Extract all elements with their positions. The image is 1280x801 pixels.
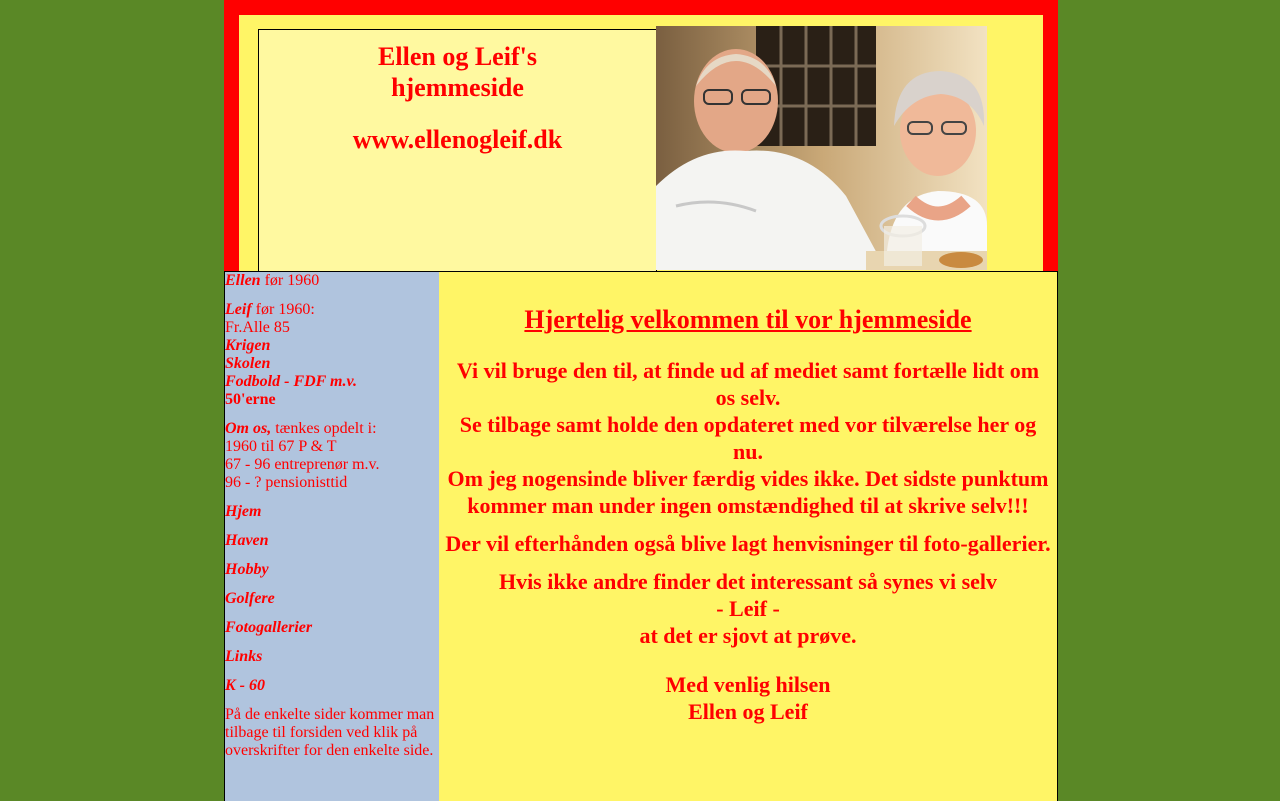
intro-line-3: Om jeg nogensinde bliver færdig vides ikke. Det sidste punktum kommer man under ingen omstændighed til at skrive selv!!! bbox=[447, 466, 1049, 518]
sidebar-nav-links bbox=[225, 648, 440, 666]
sidebar-item-hjem[interactable]: Hjem bbox=[225, 503, 262, 520]
gallery-paragraph: Der vil efterhånden også blive lagt henvisninger til foto-gallerier. bbox=[445, 531, 1051, 556]
sidebar-nav-fotogallerier bbox=[225, 619, 440, 637]
couple-photo-image bbox=[656, 26, 987, 270]
sidebar-nav-haven bbox=[225, 532, 440, 550]
sidebar-item-leif[interactable]: Leif bbox=[225, 301, 252, 318]
header bbox=[224, 0, 1058, 271]
title-box bbox=[258, 29, 657, 272]
sidebar-leif-section bbox=[225, 301, 440, 409]
sidebar-address: Fr.Alle 85 bbox=[225, 319, 290, 336]
intro-paragraph bbox=[445, 357, 1051, 519]
sidebar-period-1: 1960 til 67 P & T bbox=[225, 438, 337, 455]
sidebar-item-k60[interactable]: K - 60 bbox=[225, 677, 265, 694]
sidebar-footer-note: På de enkelte sider kommer man tilbage til forsiden ved klik på overskrifter for den enkelte side. bbox=[225, 706, 435, 759]
main-content bbox=[439, 271, 1058, 801]
site-title-line2: hjemmeside bbox=[391, 73, 524, 102]
sidebar-item-haven[interactable]: Haven bbox=[225, 532, 269, 549]
sidebar-item-golfere[interactable]: Golfere bbox=[225, 590, 275, 607]
sidebar bbox=[224, 271, 441, 801]
closing-line-2: Ellen og Leif bbox=[688, 699, 808, 724]
welcome-heading: Hjertelig velkommen til vor hjemmeside bbox=[524, 305, 972, 334]
sidebar-item-skolen[interactable]: Skolen bbox=[225, 355, 271, 372]
page bbox=[224, 0, 1058, 800]
sidebar-item-fodbold[interactable]: Fodbold - FDF m.v. bbox=[225, 373, 358, 390]
sidebar-nav-hjem bbox=[225, 503, 440, 521]
sidebar-period-2: 67 - 96 entreprenør m.v. bbox=[225, 456, 380, 473]
sidebar-om-os-suffix: tænkes opdelt i: bbox=[271, 420, 377, 437]
sidebar-item-ellen[interactable]: Ellen bbox=[225, 272, 261, 289]
site-title bbox=[259, 41, 656, 103]
sidebar-om-os-section bbox=[225, 420, 440, 492]
intro-line-2: Se tilbage samt holde den opdateret med vor tilværelse her og nu. bbox=[459, 412, 1037, 464]
closing bbox=[445, 671, 1051, 725]
site-url: www.ellenogleif.dk bbox=[352, 125, 563, 154]
sidebar-period-3: 96 - ? pensionisttid bbox=[225, 474, 348, 491]
site-title-line1: Ellen og Leif's bbox=[378, 42, 537, 71]
interest-paragraph bbox=[445, 568, 1051, 649]
sidebar-leif-suffix: før 1960: bbox=[251, 301, 315, 318]
interest-line-3: at det er sjovt at prøve. bbox=[639, 623, 857, 648]
interest-line-2: - Leif - bbox=[716, 596, 780, 621]
sidebar-item-hobby[interactable]: Hobby bbox=[225, 561, 269, 578]
sidebar-ellen bbox=[225, 272, 440, 290]
sidebar-nav-k60 bbox=[225, 677, 440, 695]
sidebar-nav-hobby bbox=[225, 561, 440, 579]
sidebar-item-links[interactable]: Links bbox=[225, 648, 263, 665]
intro-line-1: Vi vil bruge den til, at finde ud af mediet samt fortælle lidt om os selv. bbox=[456, 358, 1040, 410]
sidebar-item-fotogallerier[interactable]: Fotogallerier bbox=[225, 619, 313, 636]
sidebar-item-krigen[interactable]: Krigen bbox=[225, 337, 271, 354]
sidebar-item-om-os[interactable]: Om os, bbox=[225, 420, 272, 437]
sidebar-nav-golfere bbox=[225, 590, 440, 608]
couple-photo bbox=[656, 26, 987, 270]
interest-line-1: Hvis ikke andre finder det interessant så synes vi selv bbox=[498, 569, 998, 594]
sidebar-ellen-suffix: før 1960 bbox=[260, 272, 320, 289]
sidebar-item-50erne[interactable]: 50'erne bbox=[225, 391, 276, 408]
closing-line-1: Med venlig hilsen bbox=[665, 672, 831, 697]
